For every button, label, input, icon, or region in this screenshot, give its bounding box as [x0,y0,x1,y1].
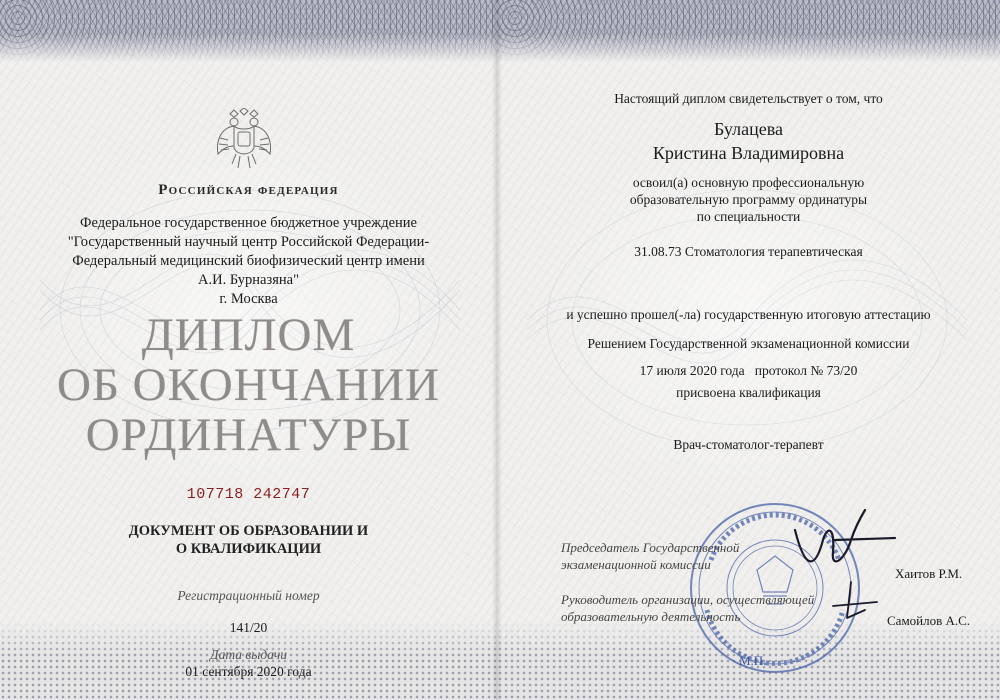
graduate-given-names: Кристина Владимировна [652,143,845,163]
head-label-line-1: Руководитель организации, осуществляющей [561,592,815,607]
head-label-line-2: образовательную деятельность [561,609,741,624]
qualification: Врач-стоматолог-терапевт [673,437,824,452]
serial-number: 107718 242747 [186,486,311,503]
document-type-line-1: ДОКУМЕНТ ОБ ОБРАЗОВАНИИ И [128,523,369,539]
protocol-line: 17 июля 2020 года протокол № 73/20 [639,363,858,378]
issue-date-label: Дата выдачи [210,647,287,662]
program-line-2: образовательную программу ординатуры [629,192,868,207]
diploma-title-line-1: ДИПЛОМ [141,309,356,361]
head-signature-icon [825,578,885,628]
specialty: 31.08.73 Стоматология терапевтическая [634,244,863,259]
chair-name: Хаитов Р.М. [895,566,963,581]
diploma-right-page [497,0,1000,700]
stamp-mark: М.П. [739,653,767,668]
registration-label: Регистрационный номер [177,588,320,603]
page-fold [492,0,502,700]
organization-line-3: Федеральный медицинский биофизический центр имени [72,253,425,269]
country-name: Российская федерация [158,182,339,198]
chair-label-line-1: Председатель Государственной [561,540,740,555]
registration-number: 141/20 [229,620,268,635]
intro-text: Настоящий диплом свидетельствует о том, что [614,91,883,106]
organization-line-2: "Государственный научный центр Российской Федерации- [67,234,430,250]
diploma-title-line-3: ОРДИНАТУРЫ [85,409,412,461]
organization-city: г. Москва [219,291,278,307]
graduate-surname: Булацева [714,119,783,139]
program-line-1: освоил(а) основную профессиональную [632,175,865,190]
organization-line-4: А.И. Бурназяна" [198,272,299,288]
chair-signature-icon [775,500,915,580]
diploma-left-page [0,0,497,700]
commission-decision: Решением Государственной экзаменационной комиссии [587,336,910,351]
security-border-top [0,0,497,62]
issue-date: 01 сентября 2020 года [185,664,312,679]
document-type-line-2: О КВАЛИФИКАЦИИ [175,541,322,557]
program-line-3: по специальности [696,209,801,224]
attestation-text: и успешно прошел(-ла) государственную итоговую аттестацию [566,307,931,322]
qualification-label: присвоена квалификация [676,385,821,400]
head-name: Самойлов А.С. [887,613,971,628]
chair-label-line-2: экзаменационной комиссии [561,557,711,572]
organization-line-1: Федеральное государственное бюджетное учреждение [80,215,417,231]
security-border-top [497,0,1000,62]
coat-of-arms-icon [212,108,276,170]
diploma-title-line-2: ОБ ОКОНЧАНИИ [57,359,440,411]
